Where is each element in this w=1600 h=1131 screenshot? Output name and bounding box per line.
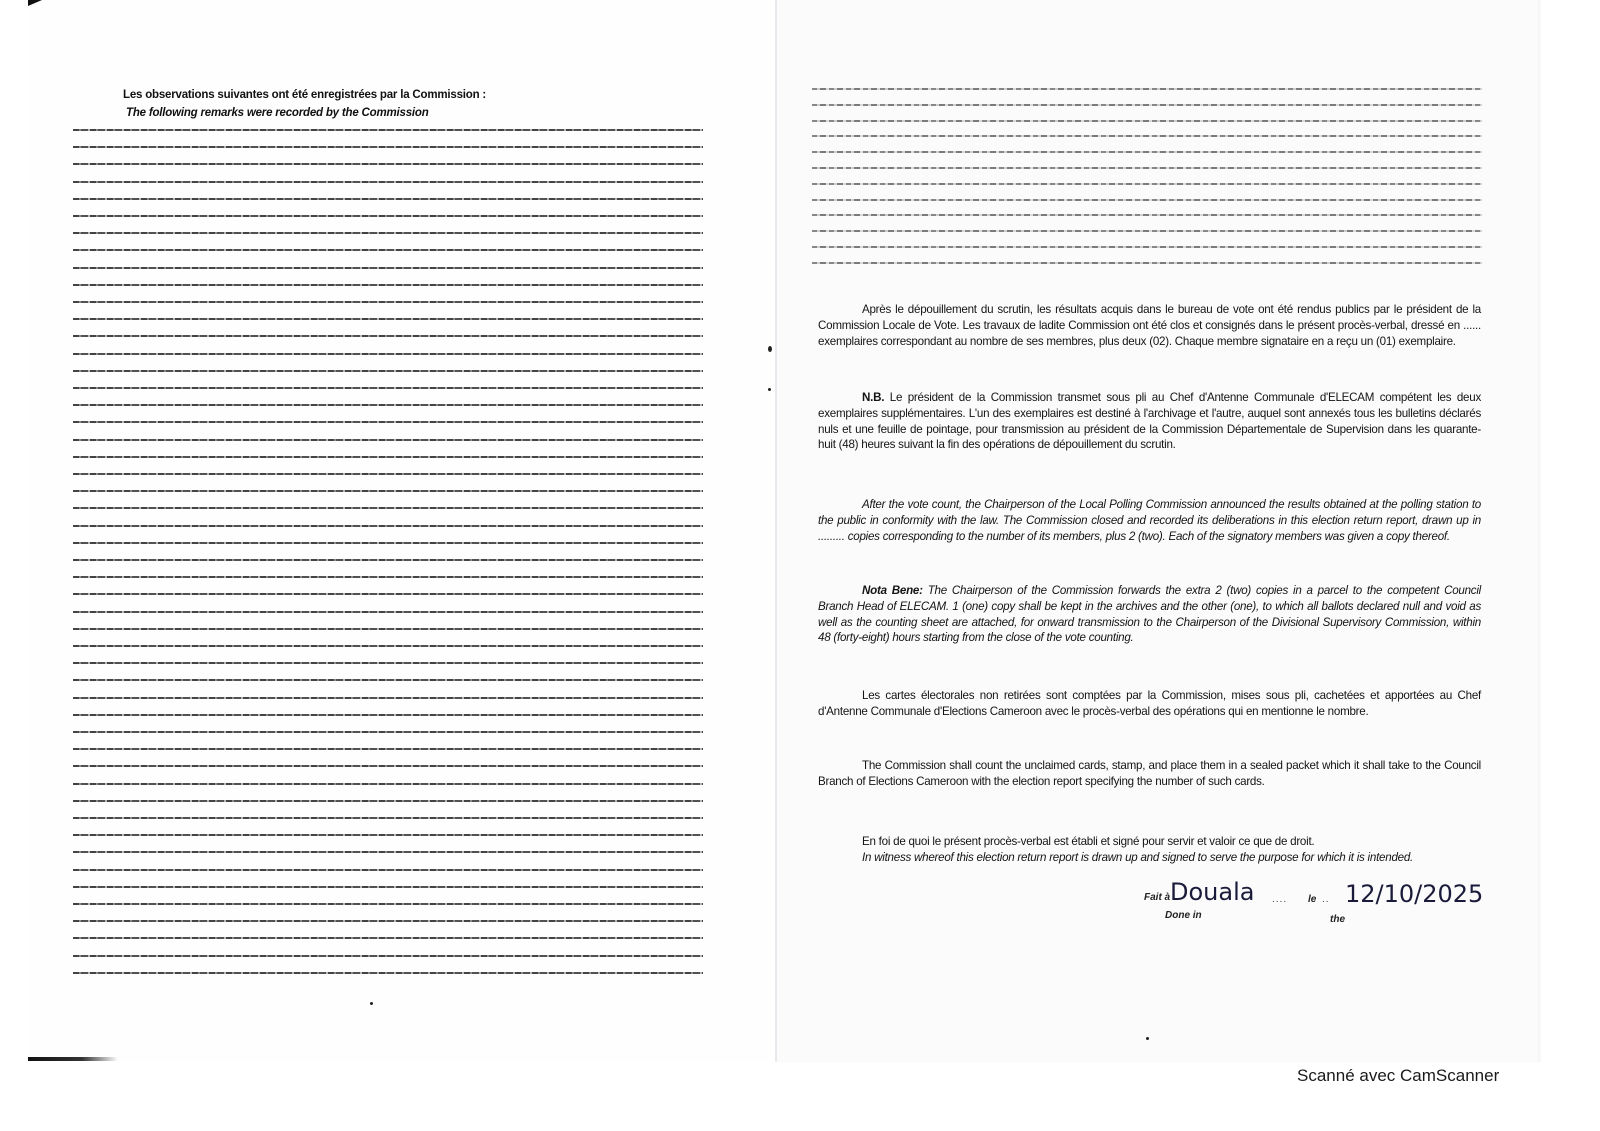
ruled-line [73,800,703,802]
ruled-line [73,765,703,767]
remarks-heading-fr: Les observations suivantes ont été enregistrées par la Commission : [123,89,487,101]
ruled-line [73,679,703,681]
ruled-line [812,120,1482,122]
ruled-line [73,370,703,372]
ruled-line [812,246,1482,248]
ruled-line [73,404,703,406]
date-label-fr: le [1308,894,1317,905]
closing-statement [818,834,1481,866]
place-handwritten: Douala [1170,878,1255,906]
ruled-line [812,183,1482,185]
paragraph-text: After the vote count, the Chairperson of the Local Polling Commission announced the results obtained at the polling station to the public in conformity with the law. The Commission closed and recorded its deliberations in this election return report, drawn up in ......... copies corresponding to the number of its members, plus 2 (two). Each of the signatory members was given a copy thereof. [818,498,1481,543]
ruled-line [73,731,703,733]
paragraph-text: Après le dépouillement du scrutin, les résultats acquis dans le bureau de vote ont été rendus publics par le président de la Commission Locale de Vote. Les travaux de ladite Commission ont été clos et consignés dans le présent procès-verbal, dressé en ...... exemplaires correspondant au nombre de ses membres, plus deux (02). Chaque membre signataire en a reçu un (01) exemplaire. [818,303,1481,348]
ruled-line [73,284,703,286]
remarks-ruled-lines [73,129,703,989]
ruled-line [73,697,703,699]
ruled-line [73,232,703,234]
ruled-line [73,817,703,819]
camscanner-watermark: Scanné avec CamScanner [1297,1066,1500,1085]
paragraph-lead: Nota Bene: [862,584,923,597]
place-dotted-line: .... [1272,894,1288,905]
ruled-line [73,576,703,578]
ruled-line [812,167,1482,169]
ruled-line [73,353,703,355]
ruled-line [73,593,703,595]
paragraph-results-en [818,497,1481,544]
ruled-line [73,129,703,131]
paragraph-text: The Chairperson of the Commission forwards the extra 2 (two) copies in a parcel to the competent Council Branch Head of ELECAM. 1 (one) copy shall be kept in the archives and the other (one), to which all ballots declared null and void as well as the counting sheet are attached, for onward transmission to the Chairperson of the Divisional Supervisory Commission, within 48 (forty-eight) hours starting from the close of the vote counting. [818,584,1481,645]
ruled-line [73,972,703,974]
ruled-line [73,748,703,750]
date-handwritten: 12/10/2025 [1345,880,1484,908]
ruled-line [812,230,1482,232]
ruled-line [812,88,1482,90]
ruled-line [812,104,1482,106]
closing-fr: En foi de quoi le présent procès-verbal est établi et signé pour servir et valoir ce que de droit. [862,835,1315,848]
ruled-line [73,163,703,165]
ruled-line [73,783,703,785]
continued-ruled-lines [812,88,1482,268]
paragraph-text: Les cartes électorales non retirées sont comptées par la Commission, mises sous pli, cachetées et apportées au Chef d'Antenne Communale d'Elections Cameroon avec le procès-verbal des opérations qui en mentionne le nombre. [818,689,1481,718]
ruled-line [73,387,703,389]
ruled-line [812,151,1482,153]
ruled-line [73,318,703,320]
paragraph-cards-en [818,758,1481,790]
date-label-en: the [1330,914,1345,925]
ruled-line [73,714,703,716]
ruled-line [73,301,703,303]
ruled-line [812,262,1482,264]
ruled-line [812,135,1482,137]
ruled-line [73,456,703,458]
scan-bottom-edge [28,1057,118,1061]
ruled-line [73,473,703,475]
ruled-line [73,146,703,148]
done-at-label-fr: Fait à [1144,892,1171,903]
closing-en: In witness whereof this election return report is drawn up and signed to serve the purpose for which it is intended. [862,850,1414,864]
ruled-line [73,559,703,561]
paragraph-nb-fr [818,390,1481,453]
ruled-line [73,525,703,527]
ruled-line [73,611,703,613]
ruled-line [73,955,703,957]
ruled-line [73,421,703,423]
ruled-line [73,490,703,492]
signature-block [1140,880,1540,940]
ruled-line [73,198,703,200]
ruled-line [73,834,703,836]
scan-speck [1146,1037,1149,1040]
ruled-line [73,869,703,871]
done-at-label-en: Done in [1165,910,1202,921]
ruled-line [73,851,703,853]
paragraph-lead: N.B. [862,391,885,404]
ruled-line [73,937,703,939]
ruled-line [73,645,703,647]
ruled-line [73,662,703,664]
scan-speck [370,1002,373,1005]
ruled-line [73,215,703,217]
paragraph-text: Le président de la Commission transmet sous pli au Chef d'Antenne Communale d'ELECAM compétent les deux exemplaires supplémentaires. L'un des exemplaires est destiné à l'archivage et l'autre, auquel sont annexés tous les bulletins déclarés nuls et une feuille de pointage, pour transmission au président de la Commission Départementale de Supervision dans les quarante-huit (48) heures suivant la fin des opérations de dépouillement du scrutin. [818,391,1481,452]
date-dotted-line: .. [1322,894,1330,905]
scan-corner-mark [28,0,42,6]
paragraph-results-fr [818,302,1481,349]
ruled-line [73,542,703,544]
ruled-line [73,439,703,441]
remarks-heading-en: The following remarks were recorded by the Commission [126,107,429,119]
scan-speck [768,388,771,391]
ruled-line [73,507,703,509]
ruled-line [73,886,703,888]
paragraph-cards-fr [818,688,1481,720]
ruled-line [73,267,703,269]
ruled-line [812,199,1482,201]
ruled-line [73,920,703,922]
ruled-line [73,903,703,905]
ruled-line [73,628,703,630]
ruled-line [812,214,1482,216]
ruled-line [73,249,703,251]
ruled-line [73,181,703,183]
ruled-line [73,335,703,337]
paragraph-text: The Commission shall count the unclaimed cards, stamp, and place them in a sealed packet which it shall take to the Council Branch of Elections Cameroon with the election report specifying the number of such cards. [818,759,1481,788]
paragraph-nota-bene-en [818,583,1481,646]
scan-speck [768,346,772,352]
